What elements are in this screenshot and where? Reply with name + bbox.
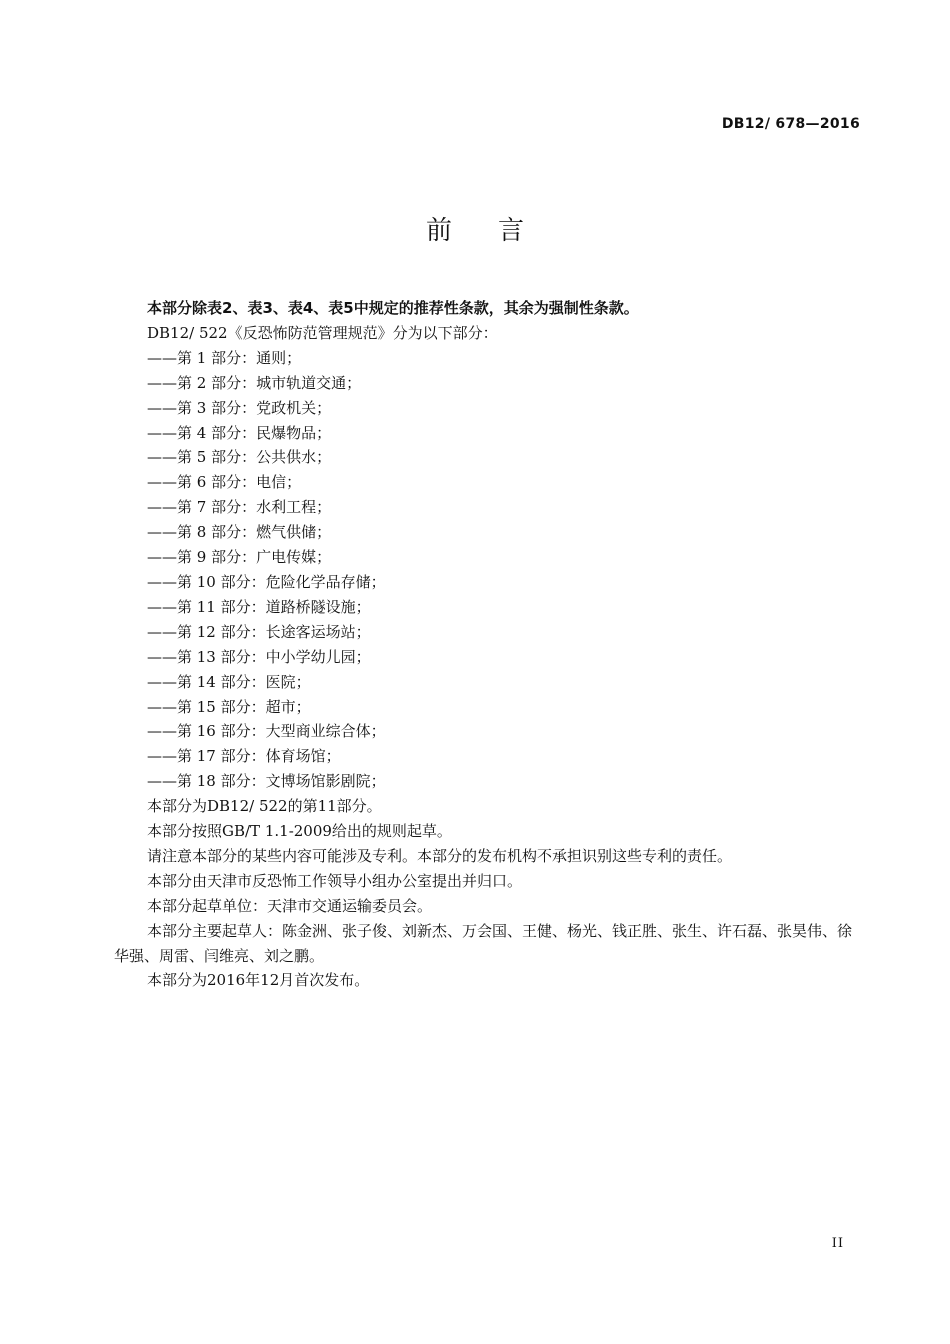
patent-notice: 请注意本部分的某些内容可能涉及专利。本部分的发布机构不承担识别这些专利的责任。 [147,846,733,865]
list-item: ——第 15 部分：超市； [147,697,311,716]
drafting-unit: 本部分起草单位：天津市交通运输委员会。 [147,896,433,915]
list-item: ——第 7 部分：水利工程； [147,498,332,517]
list-item: ——第 4 部分：民爆物品； [147,423,332,442]
mandatory-clause-note: 本部分除表2、表3、表4、表5中规定的推荐性条款，其余为强制性条款。 [147,299,639,317]
list-item: ——第 16 部分：大型商业综合体； [147,722,386,741]
page-title: 前言 [425,216,570,246]
list-item: ——第 5 部分：公共供水； [147,448,332,467]
document-body [114,296,862,993]
list-item: ——第 10 部分：危险化学品存储； [147,572,386,591]
series-intro: DB12/ 522《反恐怖防范管理规范》分为以下部分： [147,323,498,342]
drafters: 本部分主要起草人：陈金洲、张子俊、刘新杰、万会国、王健、杨光、钱正胜、张生、许石磊、张昊伟、徐华强、周雷、闫维亮、刘之鹏。 [114,921,853,965]
list-item: ——第 9 部分：广电传媒； [147,548,332,567]
part-of-series: 本部分为DB12/ 522的第11部分。 [147,797,382,816]
list-item: ——第 2 部分：城市轨道交通； [147,373,362,392]
list-item: ——第 13 部分：中小学幼儿园； [147,647,371,666]
list-item: ——第 8 部分：燃气供储； [147,523,332,542]
list-item: ——第 18 部分：文博场馆影剧院； [147,772,386,791]
document-code: DB12/ 678—2016 [721,116,860,132]
list-item: ——第 14 部分：医院； [147,672,311,691]
page-number: II [831,1236,844,1251]
list-item: ——第 6 部分：电信； [147,473,302,492]
list-item: ——第 11 部分：道路桥隧设施； [147,597,371,616]
list-item: ——第 12 部分：长途客运场站； [147,622,371,641]
list-item: ——第 17 部分：体育场馆； [147,747,341,766]
proposer: 本部分由天津市反恐怖工作领导小组办公室提出并归口。 [147,871,523,890]
first-release: 本部分为2016年12月首次发布。 [147,971,370,990]
list-item: ——第 3 部分：党政机关； [147,398,332,417]
list-item: ——第 1 部分：通则； [147,348,302,367]
drafting-rule: 本部分按照GB/T 1.1-2009给出的规则起草。 [147,822,452,841]
parts-list [114,346,862,794]
